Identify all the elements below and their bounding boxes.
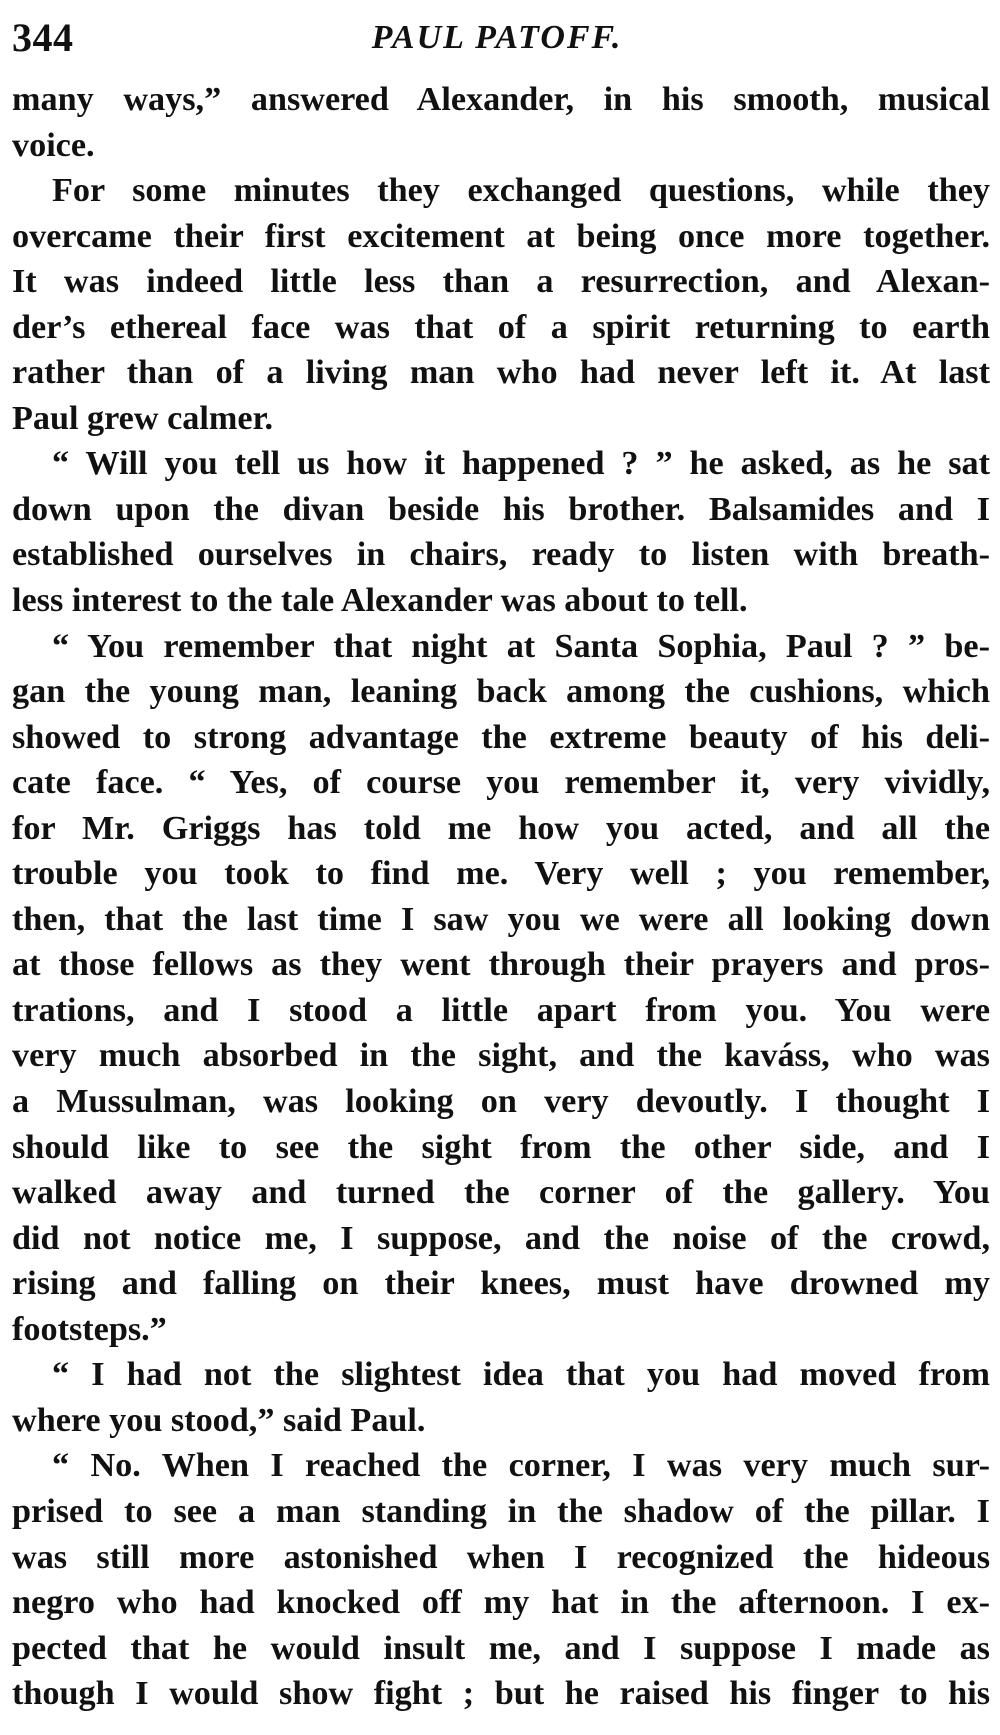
text-line: did not notice me, I suppose, and the noise of the crowd, — [12, 1219, 990, 1257]
text-line: was still more astonished when I recognized the hideous — [12, 1538, 990, 1576]
text-line: where you stood,” said Paul. — [12, 1401, 426, 1439]
text-line: trouble you took to find me. Very well ; you remember, — [12, 855, 990, 893]
text-line: negro who had knocked off my hat in the afternoon. I ex- — [12, 1584, 990, 1622]
text-line: a Mussulman, was looking on very devoutly. I thought I — [12, 1083, 990, 1121]
text-line: voice. — [12, 126, 95, 164]
text-line: though I would show fight ; but he raised his finger to his — [12, 1675, 990, 1713]
text-line: should like to see the sight from the other side, and I — [12, 1128, 990, 1166]
text-line: footsteps.” — [12, 1310, 167, 1348]
page-header — [12, 8, 990, 68]
text-line: gan the young man, leaning back among the cushions, which — [12, 673, 990, 711]
text-line: der’s ethereal face was that of a spirit returning to earth — [12, 308, 990, 346]
text-line: down upon the divan beside his brother. Balsamides and I — [12, 490, 990, 528]
text-line: “ Will you tell us how it happened ? ” he asked, as he sat — [52, 445, 990, 483]
text-line: “ You remember that night at Santa Sophia, Paul ? ” be- — [52, 627, 990, 665]
text-line: rising and falling on their knees, must have drowned my — [12, 1265, 990, 1303]
body-text — [12, 77, 990, 1717]
text-line: pected that he would insult me, and I suppose I made as — [12, 1629, 990, 1667]
text-line: “ No. When I reached the corner, I was very much sur- — [52, 1447, 990, 1485]
text-line: trations, and I stood a little apart from you. You were — [12, 991, 990, 1029]
text-line: Paul grew calmer. — [12, 399, 274, 437]
text-line: walked away and turned the corner of the gallery. You — [12, 1174, 990, 1212]
page-number: 344 — [12, 15, 74, 60]
text-line: many ways,” answered Alexander, in his smooth, musical — [12, 81, 990, 118]
text-line: It was indeed little less than a resurrection, and Alexan- — [12, 263, 990, 301]
text-line: prised to see a man standing in the shadow of the pillar. I — [12, 1492, 990, 1530]
text-line: then, that the last time I saw you we were all looking down — [12, 900, 990, 938]
text-line: overcame their first excitement at being once more together. — [12, 217, 990, 255]
text-line: showed to strong advantage the extreme beauty of his deli- — [12, 718, 990, 756]
text-line: for Mr. Griggs has told me how you acted, and all the — [12, 809, 990, 847]
text-line: “ I had not the slightest idea that you had moved from — [52, 1356, 990, 1394]
text-line: For some minutes they exchanged questions, while they — [52, 172, 990, 210]
text-line: cate face. “ Yes, of course you remember it, very vividly, — [12, 764, 990, 802]
text-line: at those fellows as they went through their prayers and pros- — [12, 946, 990, 984]
text-line: established ourselves in chairs, ready to listen with breath- — [12, 536, 990, 574]
text-line: rather than of a living man who had never left it. At last — [12, 354, 990, 392]
text-line: less interest to the tale Alexander was about to tell. — [12, 582, 748, 620]
text-line: very much absorbed in the sight, and the kaváss, who was — [12, 1037, 990, 1075]
running-title: PAUL PATOFF. — [371, 19, 623, 56]
